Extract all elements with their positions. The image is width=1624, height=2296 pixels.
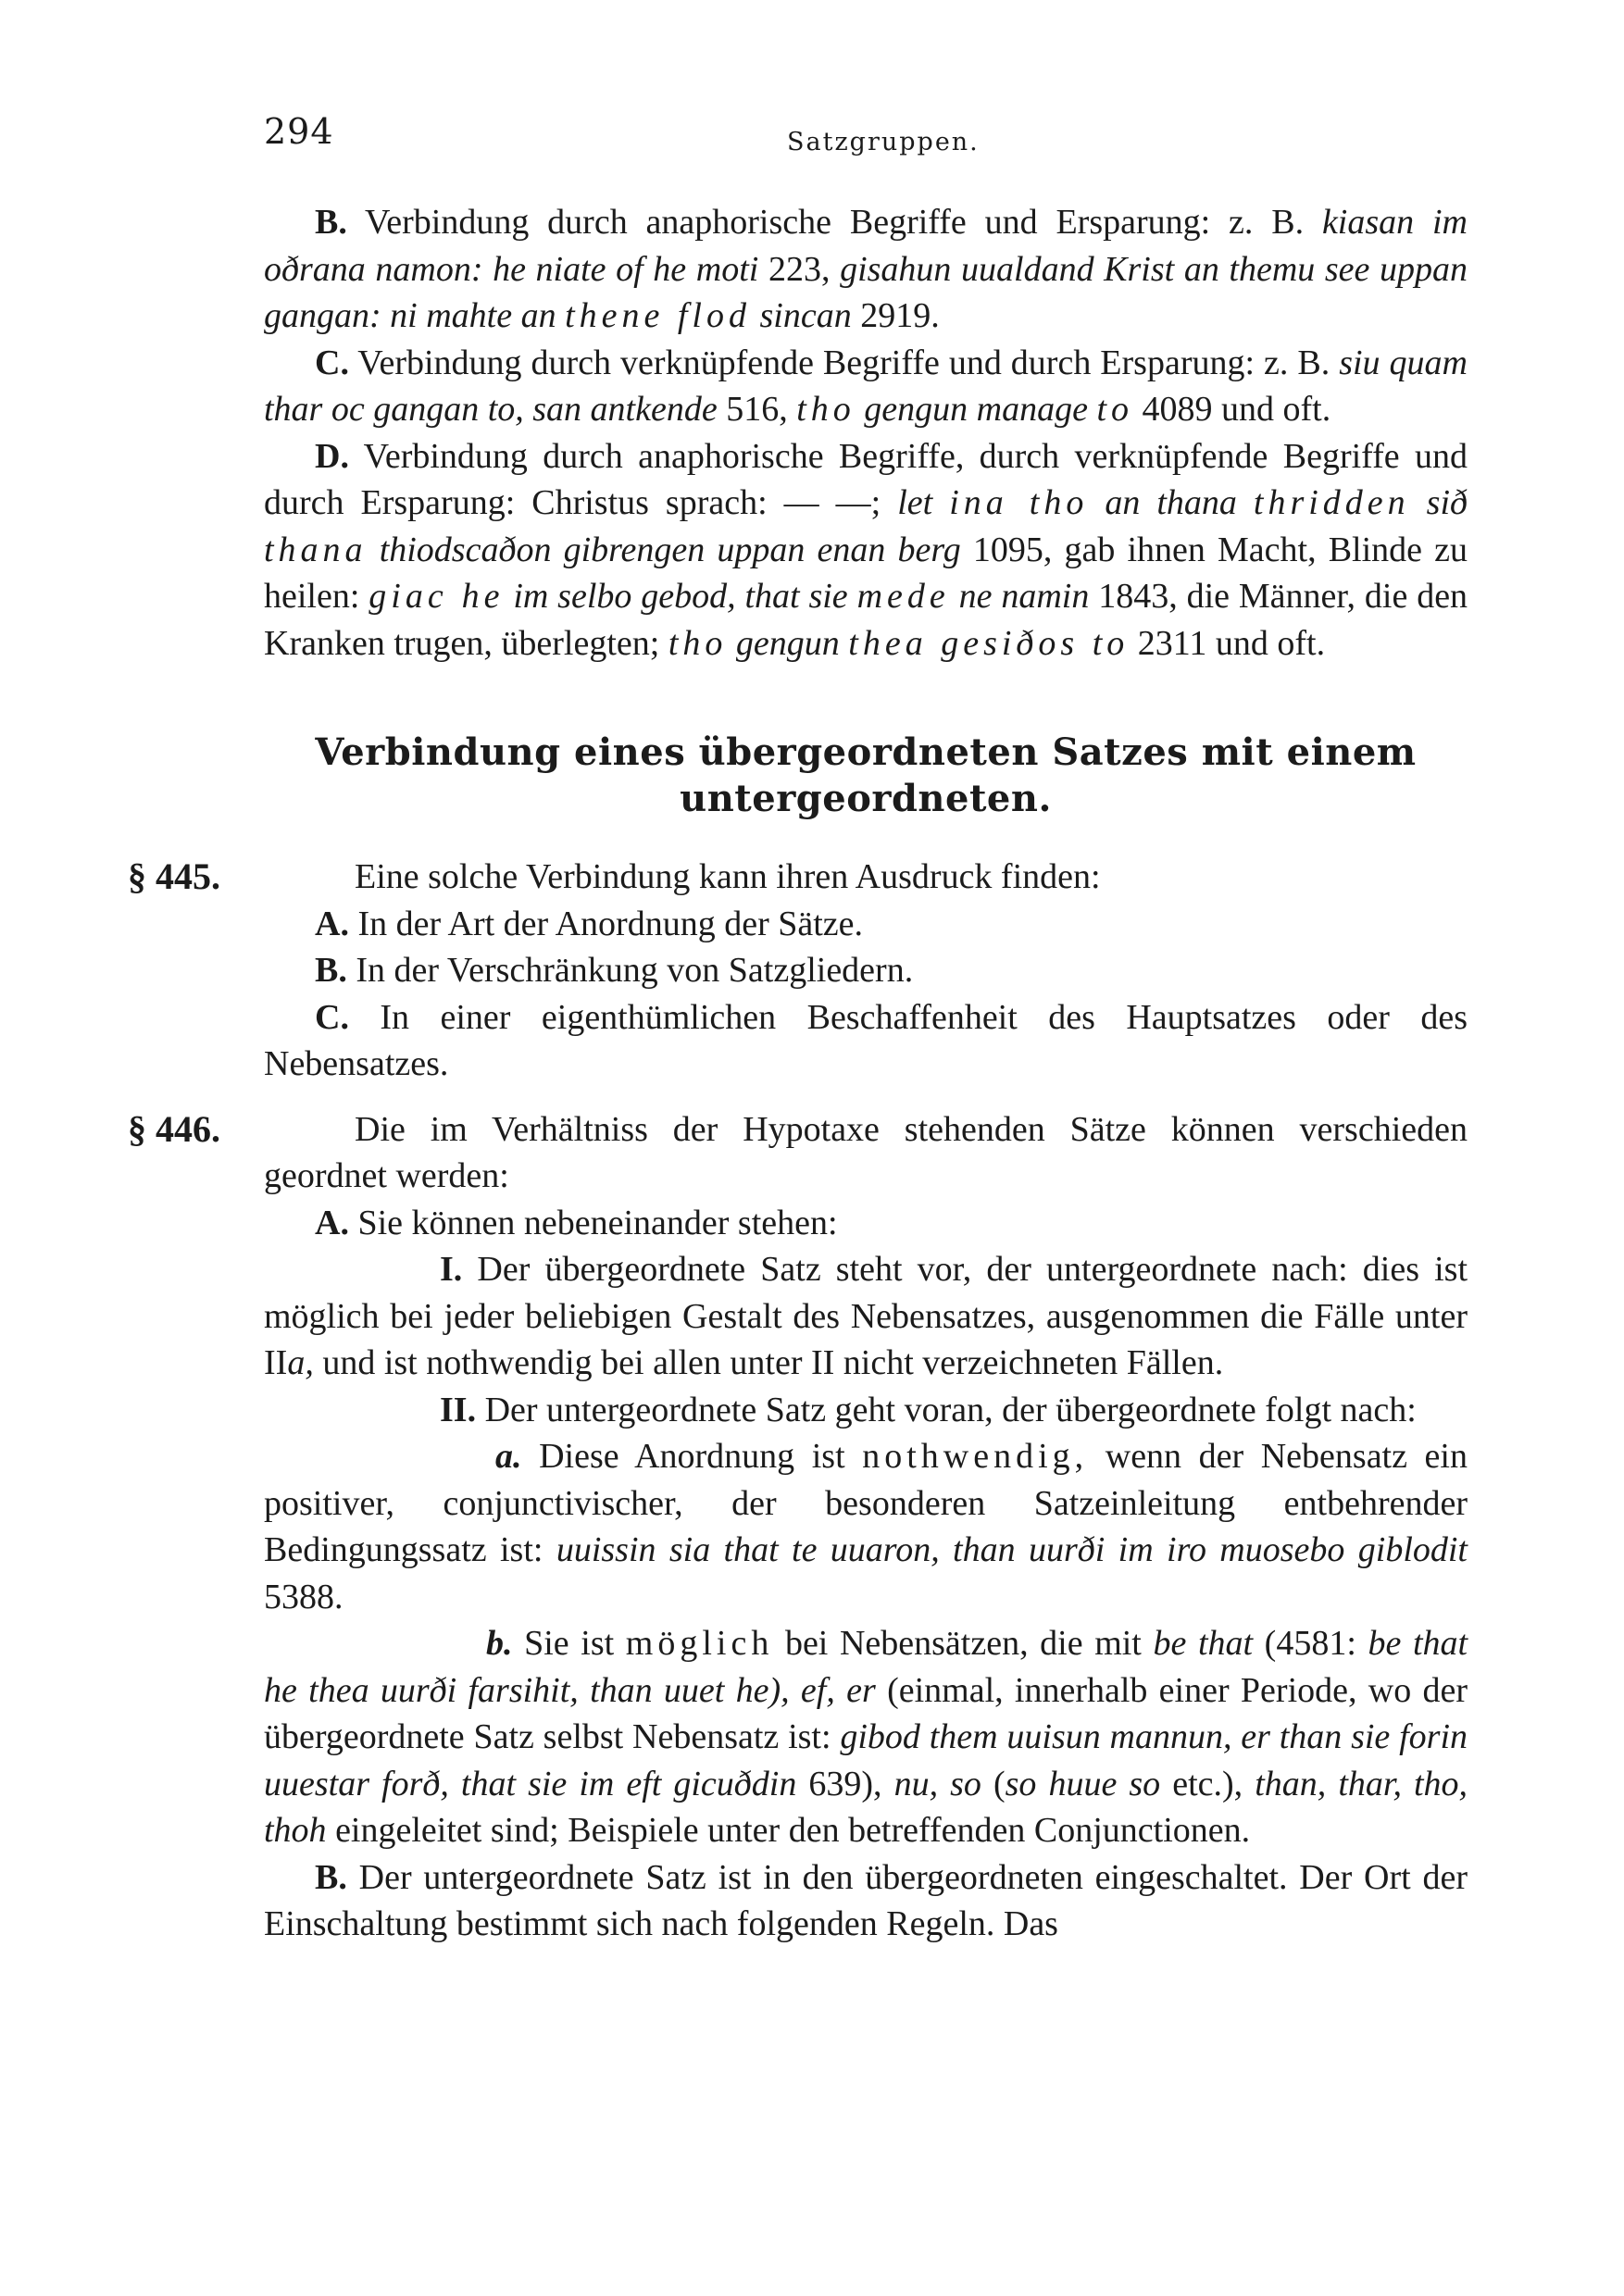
text-run: 639), — [808, 1764, 882, 1803]
page-number: 294 — [264, 111, 334, 152]
spaced-run: to — [1096, 390, 1134, 429]
section-heading: Verbindung eines übergeordneten Satzes mit einem untergeordneten. — [315, 730, 1417, 820]
text-run: 1843, die Männer, die den Kranken trugen, überlegten; — [264, 577, 1468, 663]
text-run: wenn der Nebensatz ein positiver, conjunctivischer, der besonderen Satzeinleitung entbehrender Bedingungssatz ist: — [264, 1437, 1468, 1569]
section-number: § 445. — [128, 855, 220, 897]
text-run: In einer eigenthümlichen Beschaffenheit des Hauptsatzes oder des Nebensatzes. — [264, 997, 1468, 1083]
quote-run: siu quam thar oc gangan to, san antkende — [264, 343, 1468, 429]
text-run: Verbindung durch verknüpfende Begriffe und durch Ersparung: z. B. — [357, 343, 1330, 382]
text-run: In der Art der Anordnung der Sätze. — [357, 904, 864, 943]
running-title: Satzgruppen. — [787, 128, 980, 156]
text-run: (4581: — [1264, 1624, 1356, 1663]
item-label: b. — [486, 1624, 513, 1663]
text-run: Der übergeordnete Satz steht vor, der untergeordnete nach: dies ist möglich bei jeder beliebigen Gestalt des Nebensatzes, ausgenommen die Fälle unter II — [264, 1250, 1468, 1382]
item-label: a. — [495, 1437, 522, 1476]
item-label: II. — [440, 1390, 477, 1429]
item-label: A. — [315, 904, 349, 943]
section-446-item-a-ii — [264, 1387, 1468, 1434]
spaced-run: thea gesiðos to — [848, 623, 1130, 663]
quote-run: gibod them uuisun mannun, er than sie forin uuestar forð, that sie im eft gicuðdin — [264, 1717, 1468, 1803]
text-run: Der untergeordnete Satz ist in den übergeordneten eingeschaltet. Der Ort der Einschaltung bestimmt sich nach folgenden Regeln. Das — [264, 1857, 1468, 1943]
quote-run: so huue so — [1005, 1764, 1161, 1803]
quote-run: gisahun uualdand Krist an themu see uppan gangan: ni mahte an — [264, 249, 1468, 335]
section-446-intro — [128, 1106, 1468, 1200]
spaced-run: giac he — [369, 577, 505, 616]
text-run: etc.), — [1172, 1764, 1243, 1803]
spaced-run: tho — [796, 390, 856, 429]
paragraph-d — [264, 433, 1468, 668]
text-run: Sie ist — [524, 1624, 615, 1663]
section-446-item-b — [264, 1854, 1468, 1948]
text-run: (einmal, innerhalb einer Periode, wo der übergeordnete Satz selbst Nebensatz ist: — [264, 1670, 1468, 1756]
spaced-run: thana — [264, 530, 368, 569]
verse-ref: 2919. — [860, 296, 940, 335]
quote-run: kiasan im oðrana namon: he niate of he moti — [264, 203, 1468, 289]
quote-run: nu, so — [893, 1764, 981, 1803]
section-445-intro — [128, 854, 1468, 901]
quote-run: gengun manage — [864, 390, 1088, 429]
spaced-run: nothwendig, — [862, 1437, 1089, 1476]
section-445-item-c — [264, 994, 1468, 1088]
verse-ref: 516, — [726, 390, 788, 429]
quote-run: let — [897, 483, 933, 522]
quote-run: a, — [287, 1343, 314, 1382]
section-445-item-b — [264, 947, 1468, 994]
text-run: Verbindung durch anaphorische Begriffe und Ersparung: z. B. — [365, 203, 1305, 242]
running-head — [264, 111, 1468, 167]
text-run: eingeleitet sind; Beispiele unter den betreffenden Conjunctionen. — [335, 1811, 1251, 1850]
quote-run: be that he thea uurði farsihit, than uuet he), — [264, 1624, 1468, 1710]
text-run: 2311 und oft. — [1137, 623, 1326, 663]
quote-run: im selbo gebod, that sie — [513, 577, 848, 616]
spaced-run: mede — [856, 577, 950, 616]
text-run: Die im Verhältniss der Hypotaxe stehenden Sätze können verschieden geordnet werden: — [264, 1109, 1468, 1195]
section-445-item-a — [264, 901, 1468, 948]
paragraph-c — [264, 340, 1468, 433]
paragraph-label: B. — [315, 203, 347, 242]
section-number: § 446. — [128, 1107, 220, 1150]
quote-run: an thana — [1105, 483, 1237, 522]
paragraph-label: D. — [315, 436, 349, 476]
spaced-run: tho — [668, 623, 728, 663]
quote-run: sincan — [759, 296, 852, 335]
quote-run: gengun — [735, 623, 840, 663]
section-446-item-a-i — [264, 1246, 1468, 1387]
spaced-run: thene flod — [565, 296, 751, 335]
section-446-item-a-ii-b — [264, 1620, 1468, 1854]
spaced-run: thridden — [1253, 483, 1410, 522]
text-run: 4089 und oft. — [1142, 390, 1331, 429]
verse-ref: 223, — [768, 249, 831, 289]
spaced-run: möglich — [625, 1624, 774, 1663]
section-446-item-a — [264, 1200, 1468, 1247]
text-run: ( — [993, 1764, 1006, 1803]
item-label: I. — [440, 1250, 463, 1289]
item-label: B. — [315, 951, 347, 990]
text-run: Diese Anordnung ist — [539, 1437, 845, 1476]
text-run: Eine solche Verbindung kann ihren Ausdruck finden: — [355, 857, 1101, 896]
section-446-item-a-ii-a — [264, 1433, 1468, 1620]
quote-run: ef, er — [800, 1670, 876, 1710]
item-label: B. — [315, 1857, 347, 1897]
quote-run: uuissin sia that te uuaron, than uurði im iro muosebo giblodit — [556, 1530, 1468, 1569]
quote-run: be that — [1153, 1624, 1254, 1663]
text-run: Sie können nebeneinander stehen: — [357, 1203, 838, 1242]
section-gap — [264, 1088, 1468, 1106]
paragraph-b — [264, 199, 1468, 340]
text-run: gab ihnen Macht, Blinde zu heilen: — [264, 530, 1468, 616]
item-label: A. — [315, 1203, 349, 1242]
spaced-run: ina tho — [949, 483, 1089, 522]
quote-run: thiodscaðon gibrengen uppan enan berg — [379, 530, 961, 569]
quote-run: than, thar, tho, thoh — [264, 1764, 1468, 1850]
text-run: bei Nebensätzen, die mit — [784, 1624, 1142, 1663]
verse-ref: 5388. — [264, 1577, 344, 1616]
quote-run: ne namin — [958, 577, 1090, 616]
text-run: Der untergeordnete Satz geht voran, der übergeordnete folgt nach: — [484, 1390, 1417, 1429]
text-run: und ist nothwendig bei allen unter II nicht verzeichneten Fällen. — [322, 1343, 1224, 1382]
text-run: Verbindung durch anaphorische Begriffe, durch verknüpfende Begriffe und durch Ersparung: Christus sprach: — —; — [264, 436, 1468, 522]
verse-ref: 1095, — [972, 530, 1053, 569]
paragraph-label: C. — [315, 343, 349, 382]
body-text — [128, 199, 1468, 1948]
item-label: C. — [315, 997, 349, 1037]
text-run: In der Verschränkung von Satzgliedern. — [356, 951, 914, 990]
quote-run: sið — [1426, 483, 1468, 522]
